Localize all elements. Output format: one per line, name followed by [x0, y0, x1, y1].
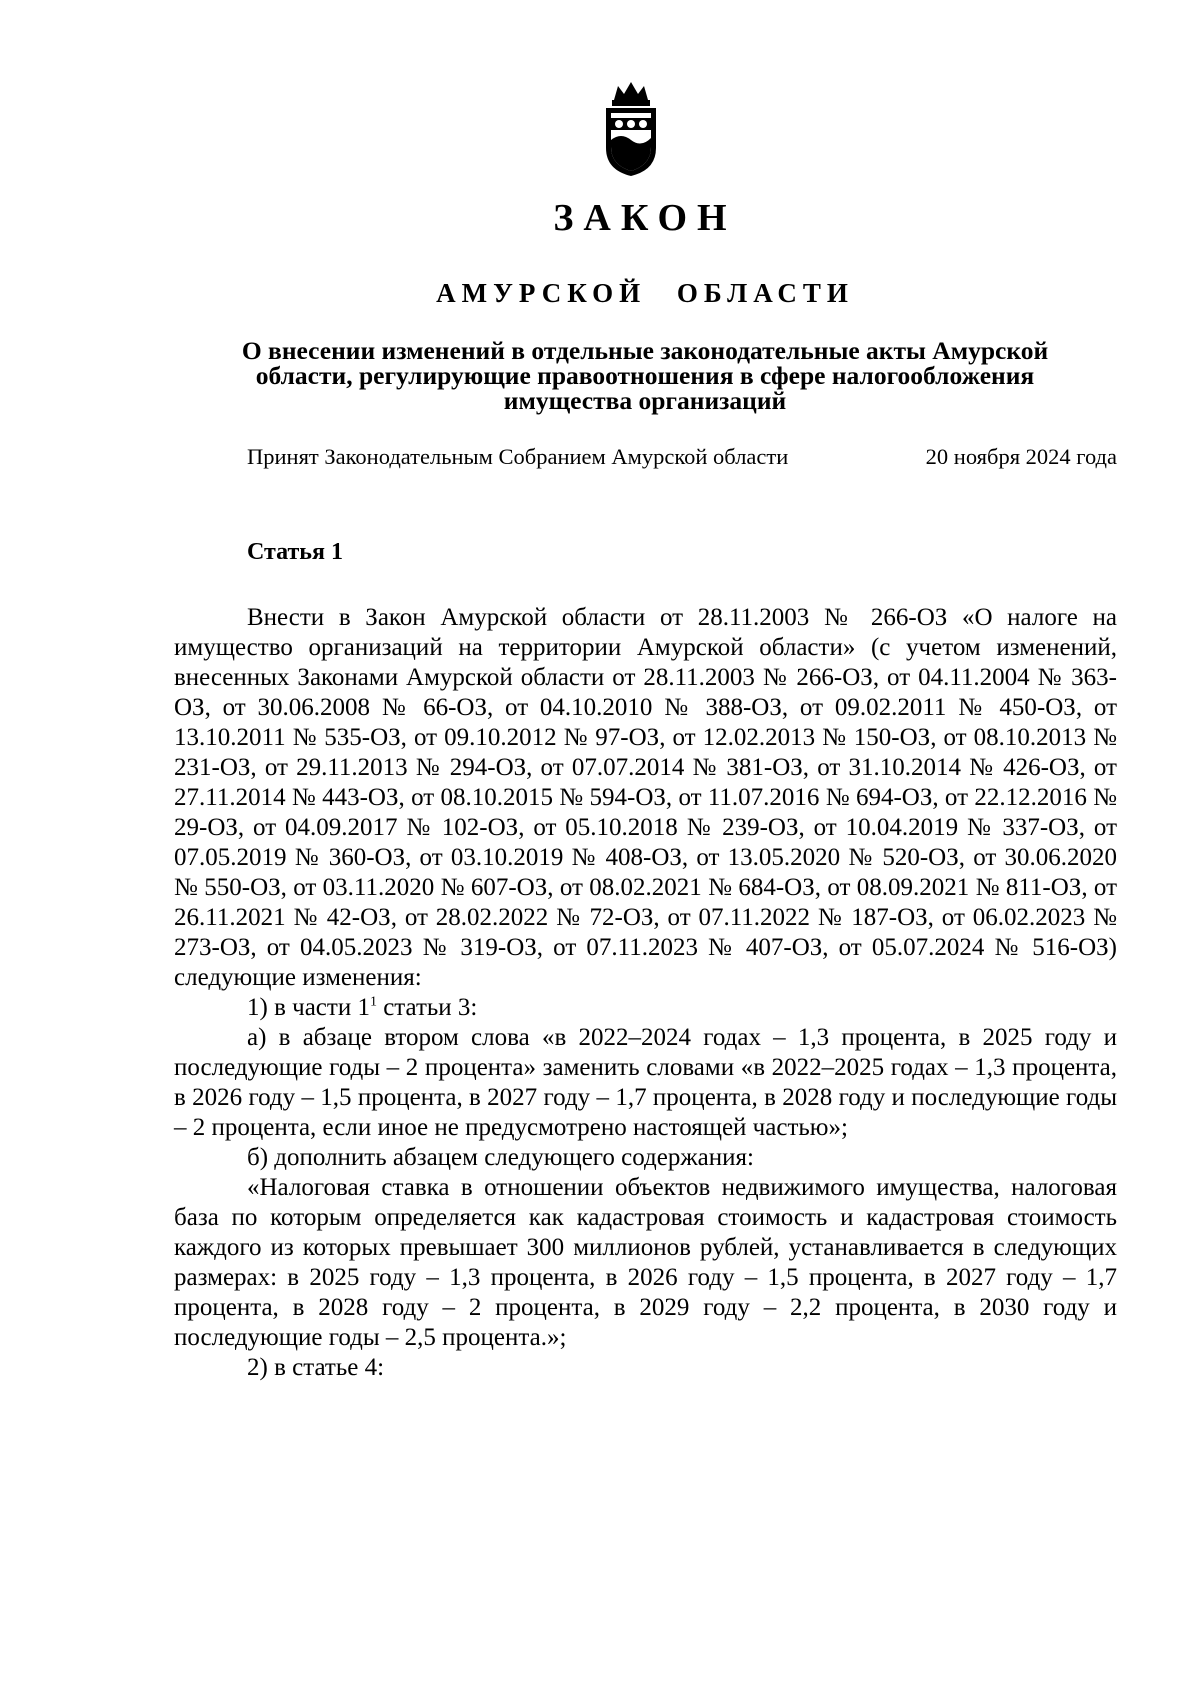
- paragraph-quote: «Налоговая ставка в отношении объектов недвижимого имущества, налоговая база по которым определяется как кадастровая стоимость и кадастровая стоимость каждого из которых превышает 300 миллионов рублей, устанавливается в следующих размерах: в 2025 году – 1,3 процента, в 2026 году – 1,5 процента, в 2027 году – 1,7 процента, в 2028 году – 2 процента, в 2029 году – 2,2 процента, в 2030 году и последующие годы – 2,5 процента.»;: [174, 1174, 1117, 1351]
- coat-of-arms-emblem: [600, 78, 662, 178]
- adopted-date: 20 ноября 2024 года: [925, 444, 1117, 469]
- paragraph-item-b: б) дополнить абзацем следующего содержания:: [247, 1144, 754, 1171]
- article-body: [174, 603, 1117, 1383]
- paragraph-intro: Внести в Закон Амурской области от 28.11.2003 № 266-ОЗ «О налоге на имущество организаций на территории Амурской области» (с учетом изменений, внесенных Законами Амурской области от 28.11.2003 № 266-ОЗ, от 04.11.2004 № 363-ОЗ, от 30.06.2008 № 66-ОЗ, от 04.10.2010 № 388-ОЗ, от 09.02.2011 № 450-ОЗ, от 13.10.2011 № 535-ОЗ, от 09.10.2012 № 97-ОЗ, от 12.02.2013 № 150-ОЗ, от 08.10.2013 № 231-ОЗ, от 29.11.2013 № 294-ОЗ, от 07.07.2014 № 381-ОЗ, от 31.10.2014 № 426-ОЗ, от 27.11.2014 № 443-ОЗ, от 08.10.2015 № 594-ОЗ, от 11.07.2016 № 694-ОЗ, от 22.12.2016 № 29-ОЗ, от 04.09.2017 № 102-ОЗ, от 05.10.2018 № 239-ОЗ, от 10.04.2019 № 337-ОЗ, от 07.05.2019 № 360-ОЗ, от 03.10.2019 № 408-ОЗ, от 13.05.2020 № 520-ОЗ, от 30.06.2020 № 550-ОЗ, от 03.11.2020 № 607-ОЗ, от 08.02.2021 № 684-ОЗ, от 08.09.2021 № 811-ОЗ, от 26.11.2021 № 42-ОЗ, от 28.02.2022 № 72-ОЗ, от 07.11.2022 № 187-ОЗ, от 06.02.2023 № 273-ОЗ, от 04.05.2023 № 319-ОЗ, от 07.11.2023 № 407-ОЗ, от 05.07.2024 № 516-ОЗ) следующие изменения:: [174, 604, 1117, 991]
- document-title: ЗАКОН: [553, 197, 737, 239]
- paragraph-item-a: а) в абзаце втором слова «в 2022–2024 годах – 1,3 процента, в 2025 году и последующие годы – 2 процента» заменить словами «в 2022–2025 годах – 1,3 процента, в 2026 году – 1,5 процента, в 2027 году – 1,7 процента, в 2028 году и последующие годы – 2 процента, если иное не предусмотрено настоящей частью»;: [174, 1024, 1117, 1141]
- adopted-by: Принят Законодательным Собранием Амурской области: [247, 444, 789, 469]
- item-1-prefix: 1) в части 1: [247, 994, 370, 1021]
- document-subtitle: АМУРСКОЙ ОБЛАСТИ: [436, 278, 854, 308]
- item-1-superscript: 1: [369, 994, 377, 1010]
- paragraph-item-2: 2) в статье 4:: [247, 1354, 385, 1381]
- paragraph-item-1: [174, 993, 1117, 1023]
- article-title: Статья 1: [247, 539, 343, 565]
- adoption-line: [247, 444, 1117, 470]
- item-1-suffix: статьи 3:: [376, 994, 478, 1021]
- document-heading: О внесении изменений в отдельные законодательные акты Амурской области, регулирующие правоотношения в сфере налогообложения имущества организаций: [241, 336, 1049, 415]
